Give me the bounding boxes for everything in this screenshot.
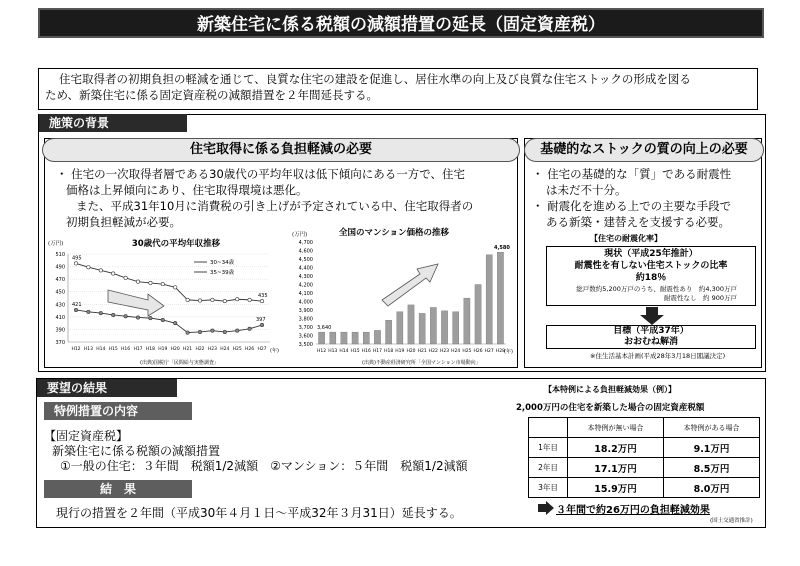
income-point xyxy=(198,299,201,302)
condo-bar xyxy=(397,312,403,344)
income-x-tick-label: H19 xyxy=(158,347,168,352)
income-x-tick-label: H21 xyxy=(183,347,193,352)
condo-bar xyxy=(464,298,470,344)
income-y-tick-label: 450 xyxy=(55,289,65,296)
burden-bullet-1: ・ 住宅の一次取得者層である30歳代の平均年収は低下傾向にある一方で、住宅 xyxy=(56,167,466,181)
income-point xyxy=(223,299,226,302)
target-box xyxy=(546,325,756,349)
quake-rate-label: 【住宅の耐震化率】 xyxy=(590,234,662,243)
stock-bullet-1b: は未だ不十分。 xyxy=(546,183,627,197)
burden-bullet-2: 価格は上昇傾向にあり、住宅取得環境は悪化。 xyxy=(66,183,308,197)
condo-bar xyxy=(363,332,369,344)
income-chart-title: 30歳代の平均年収推移 xyxy=(131,239,221,249)
income-point xyxy=(112,272,115,275)
condo-x-tick-label: H22 xyxy=(428,349,438,354)
current-status-desc: 耐震性を有しない住宅ストックの比率 xyxy=(574,261,728,271)
table-row xyxy=(529,458,760,478)
condo-x-tick-label: H14 xyxy=(339,349,349,354)
effect-summary: ３年間で約26万円の負担軽減効果 xyxy=(556,505,710,516)
effect-source: (国土交通省推計) xyxy=(710,518,753,524)
effect-with: 9.1万円 xyxy=(664,438,760,458)
income-x-tick-label: H16 xyxy=(121,347,131,352)
stock-bullet-2a: ・ 耐震化を進める上での主要な手段で xyxy=(532,199,732,213)
current-status-rate: 約18％ xyxy=(635,273,667,283)
condo-bar xyxy=(419,313,425,344)
conclusion-text: 現行の措置を２年間（平成30年４月１日～平成32年３月31日）延長する。 xyxy=(56,506,462,520)
income-chart-ylabel: (万円) xyxy=(48,241,64,247)
condo-bar xyxy=(475,285,481,345)
income-point xyxy=(136,280,139,283)
stock-bullet-1a: ・ 住宅の基礎的な「質」である耐震性 xyxy=(532,167,732,181)
condo-source: (出典)不動産経済研究所「全国マンション市場動向」 xyxy=(362,360,481,366)
income-x-tick-label: H26 xyxy=(245,347,255,352)
income-point xyxy=(236,298,239,301)
condo-bar xyxy=(453,312,459,344)
income-last-label-a: 397 xyxy=(256,317,266,324)
condo-bar xyxy=(386,320,392,344)
income-point xyxy=(198,330,201,333)
condo-bar xyxy=(374,330,380,344)
effect-header-without: 本特例が無い場合 xyxy=(568,418,664,438)
condo-x-tick-label: H24 xyxy=(451,349,461,354)
income-source: (出典)国税庁「民間給与実態調査」 xyxy=(140,360,219,366)
income-point xyxy=(87,266,90,269)
effect-with: 8.0万円 xyxy=(664,478,760,498)
measure-name: 新築住宅に係る税額の減額措置 xyxy=(52,444,221,458)
condo-y-tick-label: 4,600 xyxy=(298,248,313,255)
condo-x-tick-label: H26 xyxy=(473,349,483,354)
income-y-tick-label: 470 xyxy=(55,277,65,284)
condo-bar xyxy=(352,332,358,344)
condo-x-tick-label: H17 xyxy=(372,349,383,354)
income-point xyxy=(74,308,77,311)
income-first-label-b: 495 xyxy=(72,255,82,262)
condo-x-tick-label: H18 xyxy=(384,349,394,354)
effect-table xyxy=(528,417,760,498)
income-x-tick-label: H20 xyxy=(170,347,180,352)
income-point xyxy=(99,311,102,314)
condo-xunit: (年) xyxy=(504,349,513,355)
condo-y-tick-label: 4,000 xyxy=(298,299,313,306)
income-point xyxy=(236,329,239,332)
income-trend-arrow xyxy=(108,290,164,316)
effect-without: 15.9万円 xyxy=(568,478,664,498)
effect-with: 8.5万円 xyxy=(664,458,760,478)
condo-price-chart xyxy=(290,226,518,369)
current-status-note-1: 総戸数約5,200万戸のうち、耐震性あり 約4,300万戸 xyxy=(576,285,737,293)
income-x-tick-label: H12 xyxy=(71,347,81,352)
income-point xyxy=(174,321,177,324)
income-point xyxy=(211,329,214,332)
income-chart xyxy=(44,234,284,369)
income-x-tick-label: H17 xyxy=(133,347,143,352)
condo-x-tick-label: H25 xyxy=(462,349,472,354)
condo-bar xyxy=(430,307,436,344)
special-measure-label: 特例措置の内容 xyxy=(44,402,192,420)
condo-bar xyxy=(341,332,347,344)
condo-x-tick-label: H27 xyxy=(484,349,494,354)
condo-last-value-label: 4,580 xyxy=(494,245,510,252)
income-x-tick-label: H15 xyxy=(108,347,118,352)
income-series-line-0 xyxy=(76,310,262,333)
condo-bar xyxy=(497,252,503,344)
price-trend-arrow xyxy=(382,264,438,306)
income-point xyxy=(186,298,189,301)
income-point xyxy=(124,315,127,318)
condo-x-tick-label: H28 xyxy=(495,349,505,354)
background-label: 施策の背景 xyxy=(39,114,187,132)
legend-label-30-34: 30~34歳 xyxy=(210,260,235,266)
table-row xyxy=(529,478,760,498)
condo-chart-ylabel: (万円) xyxy=(292,232,308,238)
income-point xyxy=(112,313,115,316)
condo-bar xyxy=(408,305,414,344)
effect-without: 17.1万円 xyxy=(568,458,664,478)
effect-year: 2年目 xyxy=(529,458,568,478)
income-y-tick-label: 430 xyxy=(55,302,65,309)
result-label: 要望の結果 xyxy=(37,379,177,397)
condo-y-tick-label: 3,700 xyxy=(298,325,313,331)
table-row xyxy=(529,438,760,458)
condo-bar xyxy=(486,255,492,344)
burden-para-2: 初期負担軽減が必要。 xyxy=(66,215,181,229)
condo-bar xyxy=(441,311,447,344)
condo-y-tick-label: 3,800 xyxy=(298,316,313,323)
condo-y-tick-label: 3,500 xyxy=(298,342,313,348)
condo-x-tick-label: H13 xyxy=(328,349,338,354)
down-arrow-icon xyxy=(640,307,664,325)
condo-x-tick-label: H23 xyxy=(439,349,450,354)
condo-y-tick-label: 4,400 xyxy=(298,265,313,272)
intro-line-1: 住宅取得者の初期負担の軽減を通じて、良質な住宅の建設を促進し、居住水準の向上及び良質な住宅ストックの形成を図る xyxy=(59,72,691,86)
condo-y-tick-label: 3,900 xyxy=(298,308,313,314)
legend-label-35-39: 35~39歳 xyxy=(210,270,235,276)
intro-box xyxy=(38,68,758,110)
tax-name: 【固定資産税】 xyxy=(44,429,129,443)
condo-y-tick-label: 4,200 xyxy=(298,282,313,289)
burden-heading: 住宅取得に係る負担軽減の必要 xyxy=(42,138,520,162)
condo-chart-title: 全国のマンション価格の推移 xyxy=(338,228,450,238)
effect-header-blank xyxy=(529,418,568,438)
income-point xyxy=(149,316,152,319)
income-point xyxy=(248,327,251,330)
stock-quality-heading: 基礎的なストックの質の向上の必要 xyxy=(524,138,764,162)
condo-y-tick-label: 4,700 xyxy=(298,240,313,246)
income-point xyxy=(260,323,263,326)
income-point xyxy=(223,330,226,333)
income-point xyxy=(211,298,214,301)
current-status-box xyxy=(546,246,756,306)
effect-title: 【本特例による負担軽減効果（例）】 xyxy=(544,385,676,394)
income-y-tick-label: 490 xyxy=(55,264,65,271)
income-point xyxy=(161,282,164,285)
target-desc: おおむね解消 xyxy=(623,337,678,347)
income-point xyxy=(136,316,139,319)
income-y-tick-label: 510 xyxy=(55,252,65,258)
measure-detail: ①一般の住宅：３年間 税額1/2減額 ②マンション：５年間 税額1/2減額 xyxy=(60,459,468,473)
effect-year: 3年目 xyxy=(529,478,568,498)
income-point xyxy=(87,310,90,313)
effect-without: 18.2万円 xyxy=(568,438,664,458)
income-point xyxy=(248,298,251,301)
income-point xyxy=(74,262,77,265)
page-title: 新築住宅に係る税額の減額措置の延長（固定資産税） xyxy=(38,8,764,38)
income-first-label-a: 421 xyxy=(72,301,82,308)
income-x-tick-label: H22 xyxy=(195,347,205,352)
income-point xyxy=(124,276,127,279)
effect-header-with: 本特例がある場合 xyxy=(664,418,760,438)
income-point xyxy=(260,299,263,302)
income-x-tick-label: H25 xyxy=(232,347,242,352)
current-status-note-2: 耐震性なし 約 900万戸 xyxy=(664,294,737,302)
income-y-tick-label: 410 xyxy=(55,314,65,321)
current-status-title: 現状（平成25年推計） xyxy=(604,249,698,259)
income-x-tick-label: H27 xyxy=(257,347,267,352)
effect-subtitle: 2,000万円の住宅を新築した場合の固定資産税額 xyxy=(516,403,705,413)
intro-line-2: ため、新築住宅に係る固定資産税の減額措置を２年間延長する。 xyxy=(45,88,379,102)
condo-bar xyxy=(330,332,336,344)
effect-year: 1年目 xyxy=(529,438,568,458)
condo-first-value-label: 3,640 xyxy=(317,325,332,332)
income-point xyxy=(186,331,189,334)
income-point xyxy=(174,286,177,289)
condo-y-tick-label: 4,300 xyxy=(298,274,313,280)
target-note: ※住生活基本計画(平成28年3月18日閣議決定) xyxy=(590,352,726,360)
income-point xyxy=(99,269,102,272)
target-title: 目標（平成37年） xyxy=(613,326,689,336)
condo-y-tick-label: 4,500 xyxy=(298,257,313,263)
income-xunit: (年) xyxy=(270,348,279,354)
income-last-label-b: 435 xyxy=(258,293,268,300)
burden-para-1: また、平成31年10月に消費税の引き上げが予定されている中、住宅取得者の xyxy=(76,199,474,213)
income-x-tick-label: H18 xyxy=(145,347,155,352)
condo-x-tick-label: H21 xyxy=(417,349,427,354)
condo-x-tick-label: H12 xyxy=(317,349,327,354)
income-y-tick-label: 390 xyxy=(55,327,65,334)
condo-y-tick-label: 4,100 xyxy=(298,291,313,297)
income-x-tick-label: H13 xyxy=(83,347,93,352)
summary-arrow-icon xyxy=(538,501,554,515)
stock-bullet-2b: ある新築・建替えを支援する必要。 xyxy=(546,215,730,229)
condo-x-tick-label: H19 xyxy=(395,349,405,354)
income-y-tick-label: 370 xyxy=(55,340,65,346)
condo-y-tick-label: 3,600 xyxy=(298,333,313,340)
condo-bar xyxy=(318,332,324,344)
income-x-tick-label: H23 xyxy=(207,347,217,352)
income-point xyxy=(149,281,152,284)
income-x-tick-label: H24 xyxy=(220,347,230,352)
effect-table-header xyxy=(529,418,760,438)
conclusion-label: 結 果 xyxy=(44,480,192,498)
condo-x-tick-label: H15 xyxy=(350,349,360,354)
condo-x-tick-label: H20 xyxy=(406,349,416,354)
condo-x-tick-label: H16 xyxy=(361,349,371,354)
income-point xyxy=(161,318,164,321)
income-x-tick-label: H14 xyxy=(96,347,106,352)
